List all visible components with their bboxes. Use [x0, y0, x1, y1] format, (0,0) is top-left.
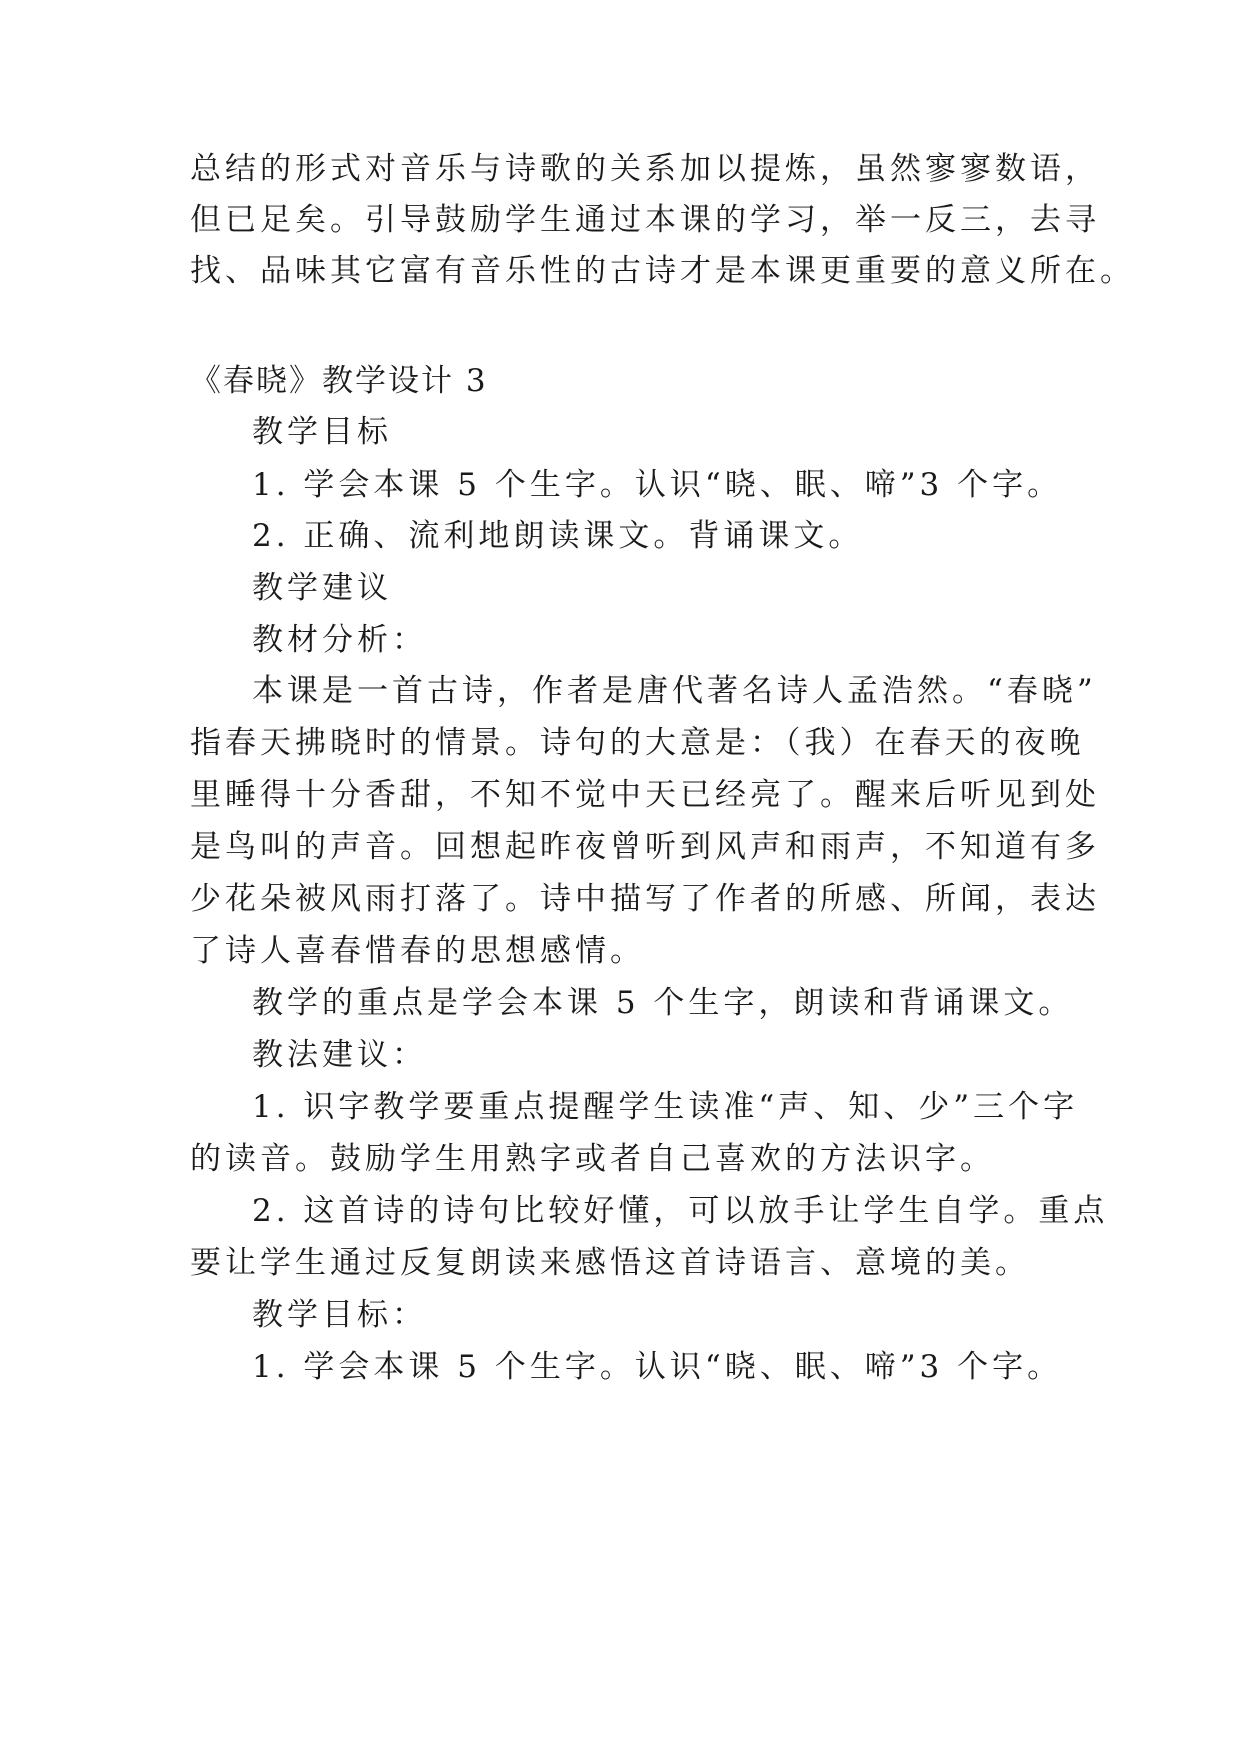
method-heading: 教法建议： — [252, 1037, 427, 1073]
paragraph-line: 里睡得十分香甜，不知不觉中天已经亮了。醒来后听见到处 — [190, 777, 1100, 813]
paragraph-line: 2. 这首诗的诗句比较好懂，可以放手让学生自学。重点 — [252, 1193, 1109, 1229]
paragraph-line: 的读音。鼓励学生用熟字或者自己喜欢的方法识字。 — [190, 1141, 995, 1177]
goals-heading: 教学目标： — [252, 1297, 427, 1333]
paragraph-line: 是鸟叫的声音。回想起昨夜曾听到风声和雨声，不知道有多 — [190, 829, 1100, 865]
paragraph-line: 指春天拂晓时的情景。诗句的大意是：（我）在春天的夜晚 — [190, 725, 1085, 761]
goal-item: 1. 学会本课 5 个生字。认识“晓、眠、啼”3 个字。 — [252, 1349, 1063, 1385]
paragraph-line: 但已足矣。引导鼓励学生通过本课的学习，举一反三，去寻 — [190, 202, 1100, 238]
paragraph-line: 少花朵被风雨打落了。诗中描写了作者的所感、所闻，表达 — [190, 881, 1100, 917]
analysis-heading: 教材分析： — [252, 622, 427, 658]
paragraph-line: 总结的形式对音乐与诗歌的关系加以提炼，虽然寥寥数语， — [190, 151, 1100, 187]
paragraph-line: 了诗人喜春惜春的思想感情。 — [190, 933, 645, 969]
paragraph-line: 本课是一首古诗，作者是唐代著名诗人孟浩然。“春晓” — [252, 673, 1097, 709]
goal-item: 1. 学会本课 5 个生字。认识“晓、眠、啼”3 个字。 — [252, 467, 1063, 503]
goals-heading: 教学目标 — [252, 414, 392, 450]
section-title: 《春晓》教学设计 3 — [190, 363, 488, 399]
goal-item: 2. 正确、流利地朗读课文。背诵课文。 — [252, 518, 864, 554]
paragraph-line: 要让学生通过反复朗读来感悟这首诗语言、意境的美。 — [190, 1245, 1030, 1281]
paragraph-line: 1. 识字教学要重点提醒学生读准“声、知、少”三个字 — [252, 1089, 1079, 1125]
paragraph-line: 找、品味其它富有音乐性的古诗才是本课更重要的意义所在。 — [190, 253, 1135, 289]
suggestions-heading: 教学建议 — [252, 570, 392, 606]
paragraph-line: 教学的重点是学会本课 5 个生字，朗读和背诵课文。 — [252, 985, 1074, 1021]
